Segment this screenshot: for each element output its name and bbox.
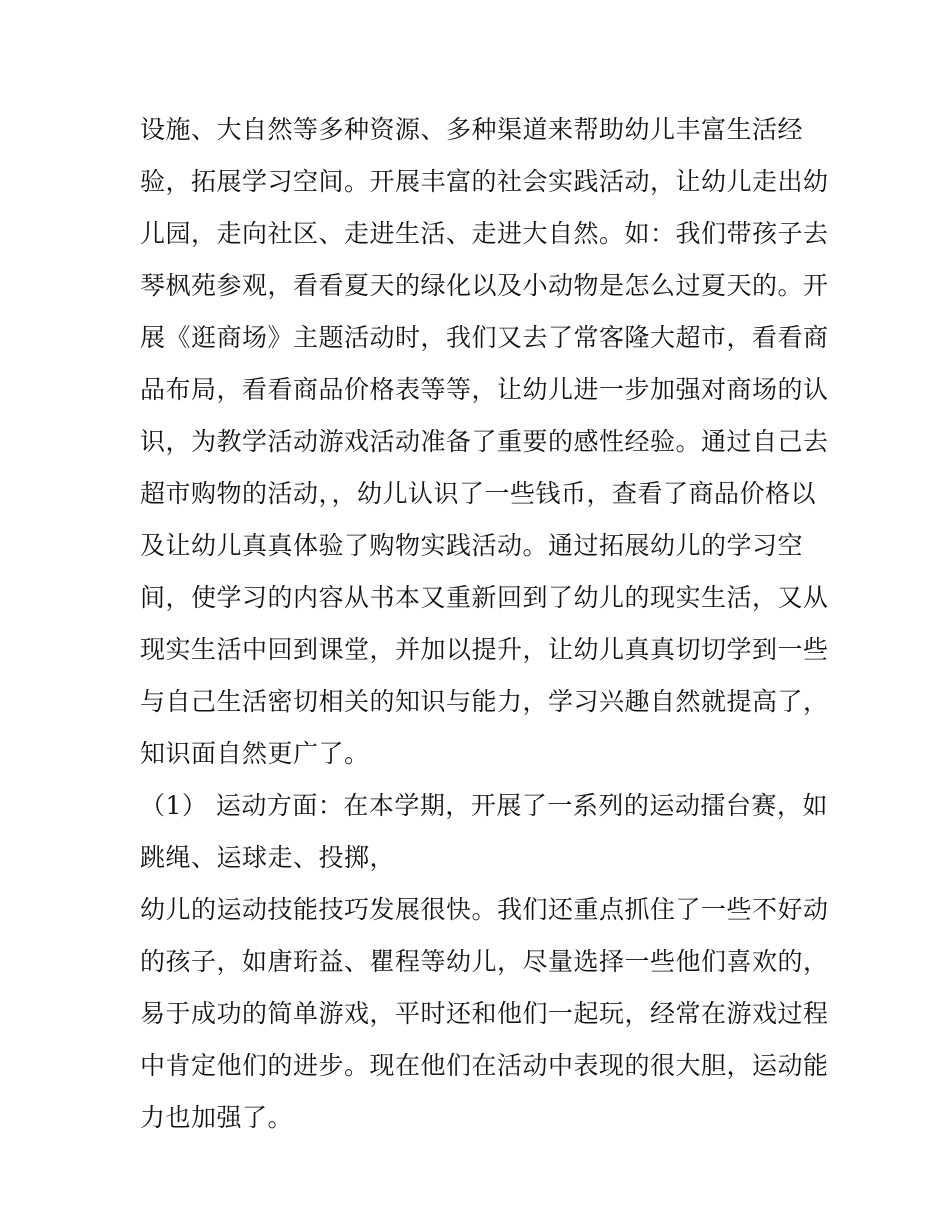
text-line: 幼儿的运动技能技巧发展很快。我们还重点抓住了一些不好动 <box>140 895 829 924</box>
text-line: 知识面自然更广了。 <box>140 739 370 768</box>
text-line: 识，为教学活动游戏活动准备了重要的感性经验。通过自己去 <box>140 427 829 456</box>
text-line: 琴枫苑参观，看看夏天的绿化以及小动物是怎么过夏天的。开 <box>140 271 829 300</box>
text-line: 中肯定他们的进步。现在他们在活动中表现的很大胆，运动能 <box>140 1051 829 1080</box>
text-line: 跳绳、运球走、投掷， <box>140 843 396 872</box>
text-line: 力也加强了。 <box>140 1103 294 1132</box>
text-line: 与自己生活密切相关的知识与能力，学习兴趣自然就提高了， <box>140 687 829 716</box>
text-line: 间，使学习的内容从书本又重新回到了幼儿的现实生活，又从 <box>140 583 829 612</box>
text-line: 易于成功的简单游戏，平时还和他们一起玩，经常在游戏过程 <box>140 999 829 1028</box>
text-line: 超市购物的活动，，幼儿认识了一些钱币，查看了商品价格以 <box>140 479 817 508</box>
text-line: 设施、大自然等多种资源、多种渠道来帮助幼儿丰富生活经 <box>140 115 804 144</box>
text-line: 展《逛商场》主题活动时，我们又去了常客隆大超市，看看商 <box>140 323 829 352</box>
body-text <box>140 104 829 1144</box>
text-line: 儿园，走向社区、走进生活、走进大自然。如：我们带孩子去 <box>140 219 829 248</box>
text-line: 验，拓展学习空间。开展丰富的社会实践活动，让幼儿走出幼 <box>140 167 829 196</box>
text-line: 品布局，看看商品价格表等等，让幼儿进一步加强对商场的认 <box>140 375 829 404</box>
section-heading-line: （1） 运动方面：在本学期，开展了一系列的运动擂台赛，如 <box>140 791 828 820</box>
text-line: 的孩子，如唐珩益、瞿程等幼儿，尽量选择一些他们喜欢的， <box>140 947 829 976</box>
text-line: 现实生活中回到课堂，并加以提升，让幼儿真真切切学到一些 <box>140 635 829 664</box>
text-line: 及让幼儿真真体验了购物实践活动。通过拓展幼儿的学习空 <box>140 531 804 560</box>
